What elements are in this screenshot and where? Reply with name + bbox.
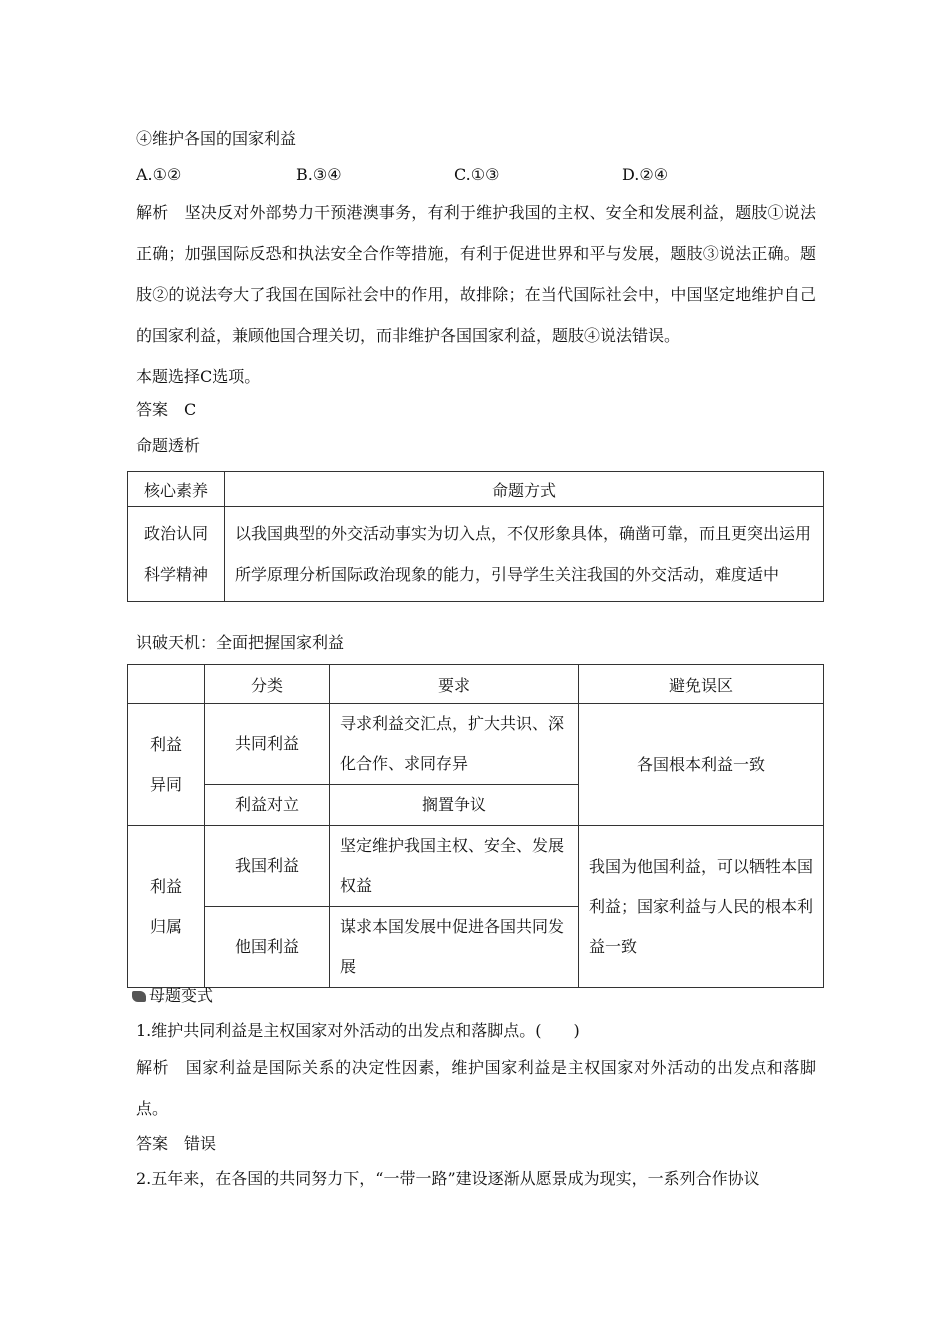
group-1-line-2: 异同 — [149, 774, 182, 794]
core-line-2: 科学精神 — [143, 565, 208, 584]
group-2-line-1: 利益 — [149, 876, 182, 896]
interest-table — [127, 664, 824, 988]
variant-title: 母题变式 — [149, 986, 214, 1005]
table-header-core: 核心素养 — [128, 472, 225, 507]
table-header-class: 分类 — [205, 665, 330, 704]
variant-heading — [132, 985, 213, 1007]
table-header-avoid: 避免误区 — [579, 665, 824, 704]
answer-option-d: D.②④ — [622, 165, 669, 184]
table-header-method: 命题方式 — [225, 472, 824, 507]
group-2-line-2: 归属 — [149, 916, 182, 936]
option-4-line: ④维护各国的国家利益 — [136, 129, 297, 148]
row-1-req: 寻求利益交汇点，扩大共识、深化合作、求同存异 — [330, 704, 579, 785]
table-header-blank — [128, 665, 205, 704]
marker-icon — [132, 991, 146, 1002]
group-2-avoid: 我国为他国利益，可以牺牲本国利益；国家利益与人民的根本利益一致 — [579, 826, 824, 988]
answer-2-line: 答案 错误 — [136, 1134, 217, 1153]
row-2-req: 搁置争议 — [330, 785, 579, 826]
table-header-req: 要求 — [330, 665, 579, 704]
table-cell-core — [128, 507, 225, 602]
core-line-1: 政治认同 — [143, 524, 208, 543]
answer-line: 答案 C — [136, 400, 197, 419]
row-4-req: 谋求本国发展中促进各国共同发展 — [330, 907, 579, 988]
mingti-table — [127, 471, 824, 602]
analysis-paragraph: 解析 坚决反对外部势力干预港澳事务，有利于维护我国的主权、安全和发展利益，题肢①说法正确；加强国际反恐和执法安全合作等措施，有利于促进世界和平与发展，题肢③说法正确。题肢②的说法夸大了我国在国际社会中的作用，故排除；在当代国际社会中，中国坚定地维护自己的国家利益，兼顾他国合理关切，而非维护各国国家利益，题肢④说法错误。 — [136, 203, 816, 345]
row-4-class: 他国利益 — [205, 907, 330, 988]
choice-line: 本题选择C选项。 — [136, 367, 261, 386]
row-3-req: 坚定维护我国主权、安全、发展权益 — [330, 826, 579, 907]
row-1-class: 共同利益 — [205, 704, 330, 785]
question-2: 2.五年来，在各国的共同努力下，“一带一路”建设逐渐从愿景成为现实，一系列合作协议 — [136, 1169, 760, 1188]
group-1-avoid: 各国根本利益一致 — [579, 704, 824, 826]
answer-option-a: A.①② — [136, 165, 182, 184]
question-1: 1.维护共同利益是主权国家对外活动的出发点和落脚点。( ) — [136, 1021, 580, 1040]
group-1-line-1: 利益 — [149, 734, 182, 754]
row-2-class: 利益对立 — [205, 785, 330, 826]
shipo-heading: 识破天机：全面把握国家利益 — [136, 633, 345, 652]
analysis-2-paragraph: 解析 国家利益是国际关系的决定性因素，维护国家利益是主权国家对外活动的出发点和落脚点。 — [136, 1058, 816, 1118]
mingti-heading: 命题透析 — [136, 436, 201, 455]
answer-option-b: B.③④ — [296, 165, 342, 184]
group-label-2 — [128, 826, 205, 988]
answer-option-c: C.①③ — [454, 165, 500, 184]
row-3-class: 我国利益 — [205, 826, 330, 907]
group-label-1 — [128, 704, 205, 826]
table-cell-method: 以我国典型的外交活动事实为切入点，不仅形象具体，确凿可靠，而且更突出运用所学原理分析国际政治现象的能力，引导学生关注我国的外交活动，难度适中 — [225, 507, 824, 602]
